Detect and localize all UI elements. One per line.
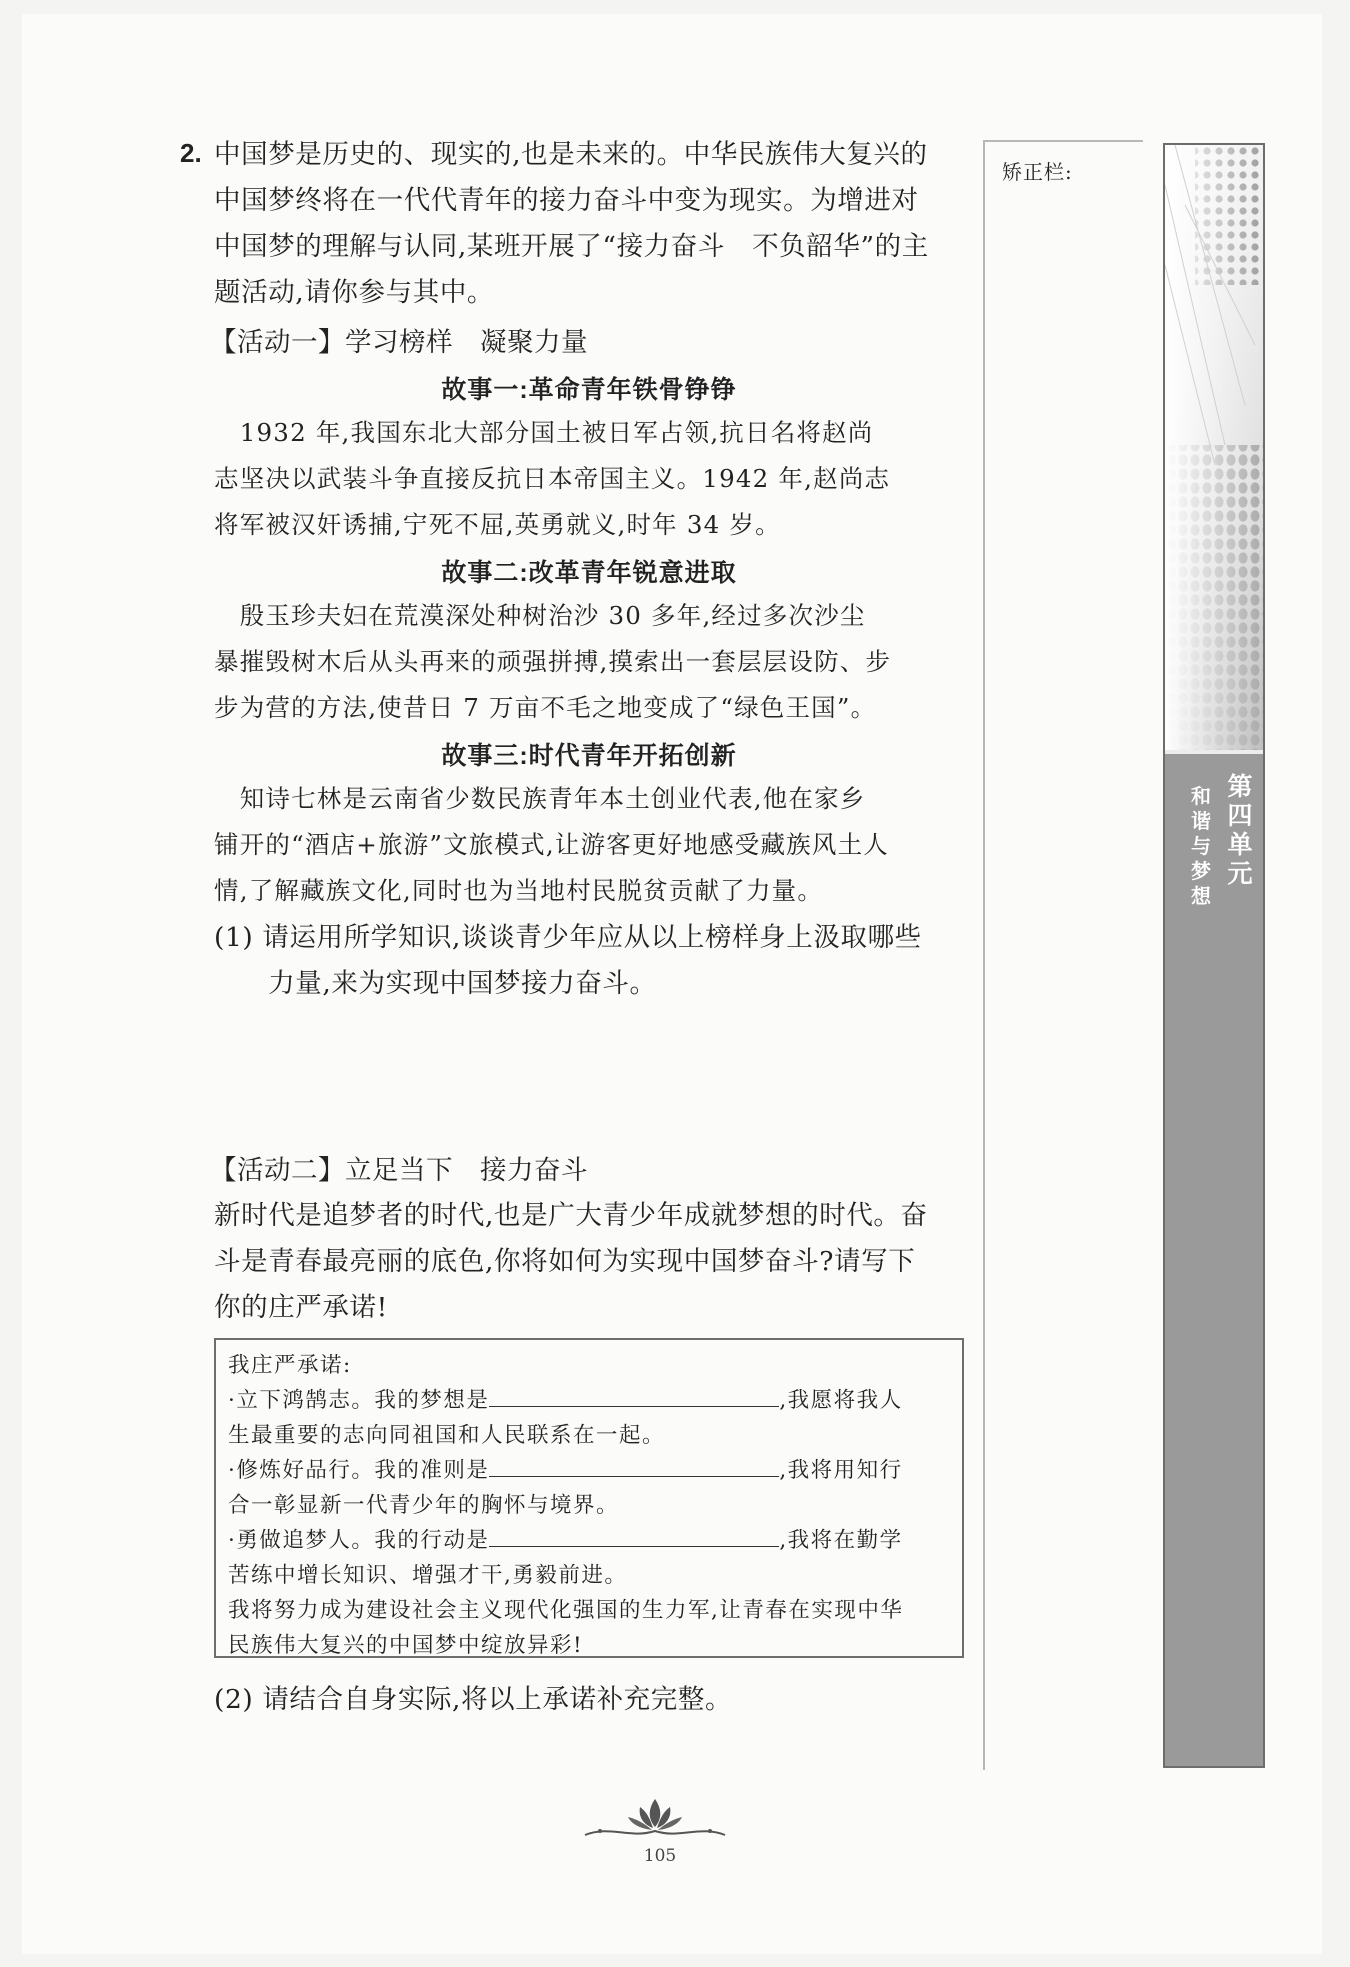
pledge-item-principle [228, 1453, 903, 1484]
intro-line: 中国梦是历史的、现实的,也是未来的。中华民族伟大复兴的 [214, 139, 928, 170]
pledge-heading: 我庄严承诺: [228, 1353, 352, 1378]
pledge-closing: 民族伟大复兴的中国梦中绽放异彩! [228, 1633, 584, 1658]
unit-subtitle: 和谐与梦想 [1191, 786, 1211, 908]
story2-line: 步为营的方法,使昔日 7 万亩不毛之地变成了“绿色王国”。 [214, 693, 877, 722]
activity2-line: 你的庄严承诺! [214, 1292, 388, 1323]
activity2-line: 斗是青春最亮丽的底色,你将如何为实现中国梦奋斗?请写下 [214, 1246, 916, 1277]
story1-title: 故事一:革命青年铁骨铮铮 [441, 376, 737, 404]
question-number: 2. [180, 138, 202, 168]
sidebar-divider [1165, 750, 1263, 754]
action-answer-blank[interactable] [489, 1526, 779, 1547]
halftone-pattern [1165, 145, 1263, 750]
story3-title: 故事三:时代青年开拓创新 [441, 742, 737, 770]
sub-question-1-line: 力量,来为实现中国梦接力奋斗。 [214, 968, 657, 999]
story1-line: 将军被汉奸诱捕,宁死不屈,英勇就义,时年 34 岁。 [214, 510, 781, 539]
pledge-item-action [228, 1523, 903, 1554]
story2-line: 暴摧毁树木后从头再来的顽强拼搏,摸索出一套层层设防、步 [214, 647, 892, 676]
pledge-lead: ·修炼好品行。我的准则是 [228, 1458, 490, 1483]
pledge-cont: 苦练中增长知识、增强才干,勇毅前进。 [228, 1563, 628, 1588]
pledge-lead: ·立下鸿鹄志。我的梦想是 [228, 1388, 490, 1413]
pledge-item-dream [228, 1383, 903, 1414]
dream-answer-blank[interactable] [489, 1386, 779, 1407]
principle-answer-blank[interactable] [489, 1456, 779, 1477]
unit-title: 第四单元 [1227, 773, 1253, 888]
page-number: 105 [643, 1846, 677, 1866]
correction-column-top-border [983, 140, 1143, 142]
activity1-title: 【活动一】学习榜样 凝聚力量 [210, 327, 588, 358]
pledge-tail: ,我愿将我人 [779, 1388, 903, 1413]
correction-label: 矫正栏: [1002, 160, 1073, 184]
intro-line: 中国梦终将在一代代青年的接力奋斗中变为现实。为增进对 [214, 185, 919, 216]
pledge-tail: ,我将在勤学 [779, 1528, 903, 1553]
pledge-cont: 生最重要的志向同祖国和人民联系在一起。 [228, 1423, 666, 1448]
sub-question-1-line: (1) 请运用所学知识,谈谈青少年应从以上榜样身上汲取哪些 [214, 922, 922, 953]
sidebar-decoration [1165, 145, 1263, 750]
pledge-cont: 合一彰显新一代青少年的胸怀与境界。 [228, 1493, 620, 1518]
sub-question-2: (2) 请结合自身实际,将以上承诺补充完整。 [214, 1684, 733, 1715]
intro-line: 题活动,请你参与其中。 [214, 277, 495, 308]
story3-line: 铺开的“酒店+旅游”文旅模式,让游客更好地感受藏族风土人 [214, 830, 889, 859]
pledge-tail: ,我将用知行 [779, 1458, 903, 1483]
story2-title: 故事二:改革青年锐意进取 [441, 559, 737, 587]
pledge-closing: 我将努力成为建设社会主义现代化强国的生力军,让青春在实现中华 [228, 1598, 904, 1623]
intro-line: 中国梦的理解与认同,某班开展了“接力奋斗 不负韶华”的主 [214, 231, 929, 262]
unit-sidebar [1163, 143, 1265, 1768]
pledge-lead: ·勇做追梦人。我的行动是 [228, 1528, 490, 1553]
story1-line: 志坚决以武装斗争直接反抗日本帝国主义。1942 年,赵尚志 [214, 464, 891, 493]
story1-line: 1932 年,我国东北大部分国土被日军占领,抗日名将赵尚 [214, 418, 874, 447]
story3-line: 情,了解藏族文化,同时也为当地村民脱贫贡献了力量。 [214, 876, 824, 905]
footer-ornament-icon [580, 1795, 730, 1845]
activity2-title: 【活动二】立足当下 接力奋斗 [210, 1155, 588, 1186]
story3-line: 知诗七林是云南省少数民族青年本土创业代表,他在家乡 [214, 784, 866, 813]
story2-line: 殷玉珍夫妇在荒漠深处种树治沙 30 多年,经过多次沙尘 [214, 601, 866, 630]
activity2-line: 新时代是追梦者的时代,也是广大青少年成就梦想的时代。奋 [214, 1200, 928, 1231]
correction-column-border [983, 140, 985, 1770]
